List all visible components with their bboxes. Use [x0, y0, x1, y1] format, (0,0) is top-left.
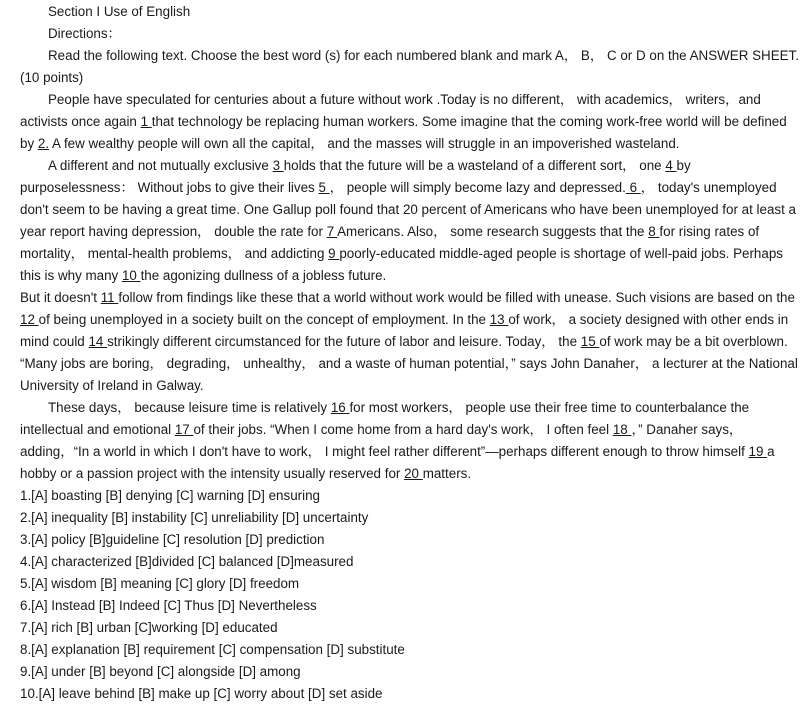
option-row-7: 7.[A] rich [B] urban [C]working [D] educated: [20, 620, 278, 635]
passage-text: But it doesn't: [20, 290, 101, 305]
option-row-8: 8.[A] explanation [B] requirement [C] compensation [D] substitute: [20, 642, 405, 657]
answer-blank: 4: [665, 158, 677, 173]
answer-blank: 8: [648, 224, 660, 239]
passage-text: Americans. Also， some research suggests that the: [337, 224, 649, 239]
option-row-6: 6.[A] Instead [B] Indeed [C] Thus [D] Nevertheless: [20, 598, 317, 613]
answer-blank: 3: [272, 158, 284, 173]
option-row-2: 2.[A] inequality [B] instability [C] unreliability [D] uncertainty: [20, 510, 369, 525]
passage-text: People have speculated for centuries about a future without work .Today is no different， with academics， writers，and activists once again: [20, 92, 761, 129]
answer-blank: 16: [330, 400, 350, 415]
directions-text: Read the following text. Choose the best word (s) for each numbered blank and mark A， B， C or D on the ANSWER SHEET. (10 points): [20, 48, 799, 85]
option-row-4: 4.[A] characterized [B]divided [C] balanced [D]measured: [20, 554, 354, 569]
passage-text: by purposelessness： Without jobs to give their lives: [20, 158, 691, 195]
answer-blank: 12: [20, 312, 39, 327]
passage-text: holds that the future will be a wasteland of a different sort， one: [283, 158, 666, 173]
passage-text: poorly-educated middle-aged people is shortage of well-paid jobs. Perhaps this is why many: [20, 246, 783, 283]
passage-text: that technology be replacing human workers. Some imagine that the coming work-free world will be defined by: [20, 114, 787, 151]
passage-text: of being unemployed in a society built on the concept of employment. In the: [38, 312, 490, 327]
answer-blank: 9: [328, 246, 340, 261]
answer-blank: 14: [88, 334, 108, 349]
passage-text: ，” Danaher says， adding，“In a world in which I don't have to work， I might feel rather different”—perhaps different enough to throw himself: [20, 422, 749, 459]
section-title: Section I Use of English: [48, 4, 191, 19]
passage-paragraph-3: [20, 287, 804, 397]
option-row-5: 5.[A] wisdom [B] meaning [C] glory [D] freedom: [20, 576, 300, 591]
answer-blank: 2.: [37, 136, 50, 151]
passage-paragraph-2: [20, 155, 804, 287]
passage-text: A different and not mutually exclusive: [48, 158, 273, 173]
passage-text: A few wealthy people will own all the capital， and the masses will struggle in an impoverished wasteland.: [49, 136, 680, 151]
option-row-9: 9.[A] under [B] beyond [C] alongside [D] among: [20, 664, 301, 679]
answer-blank: 18: [612, 422, 632, 437]
passage-paragraph-1: [20, 89, 804, 155]
passage-text: for most workers， people use their free time to counterbalance the intellectual and emotional: [20, 400, 750, 437]
passage-text: of work， a society designed with other ends in mind could: [20, 312, 789, 349]
answer-blank: 6: [625, 180, 641, 195]
answer-blank: 17: [174, 422, 194, 437]
answer-blank: 15: [580, 334, 600, 349]
answer-blank: 19: [748, 444, 768, 459]
option-row-10: 10.[A] leave behind [B] make up [C] worry about [D] set aside: [20, 686, 383, 701]
passage-text: ， people will simply become lazy and depressed.: [329, 180, 626, 195]
passage-text: matters.: [422, 466, 472, 481]
directions-label: Directions：: [48, 26, 121, 41]
answer-blank: 10: [121, 268, 141, 283]
passage-text: of work may be a bit overblown. “Many jobs are boring， degrading， unhealthy， and a waste of human potential，” says John Danaher， a lecturer at the National University of Ireland in Galway.: [20, 334, 798, 393]
answer-blank: 11: [100, 290, 119, 305]
answer-blank: 1: [140, 114, 152, 129]
passage-text: follow from findings like these that a world without work would be filled with unease. Such visions are based on the: [118, 290, 795, 305]
option-row-3: 3.[A] policy [B]guideline [C] resolution [D] prediction: [20, 532, 325, 547]
passage-text: the agonizing dullness of a jobless future.: [140, 268, 387, 283]
answer-blank: 13: [489, 312, 509, 327]
answer-blank: 20: [404, 466, 423, 481]
passage-text: strikingly different circumstanced for the future of labor and leisure. Today， the: [107, 334, 581, 349]
passage-text: for rising rates of mortality， mental-health problems， and addicting: [20, 224, 760, 261]
passage-paragraph-4: [20, 397, 804, 485]
options-list: [20, 485, 804, 705]
option-row-1: 1.[A] boasting [B] denying [C] warning [D] ensuring: [20, 488, 320, 503]
passage-text: of their jobs. “When I come home from a hard day's work， I often feel: [193, 422, 613, 437]
passage-text: These days， because leisure time is relatively: [48, 400, 331, 415]
passage-text: ， today's unemployed don't seem to be having a great time. One Gallup poll found that 20 percent of Americans who have been unemployed for at least a year report having depression， double the rate for: [20, 180, 796, 239]
passage-text: a hobby or a passion project with the intensity usually reserved for: [20, 444, 775, 481]
answer-blank: 5: [318, 180, 330, 195]
answer-blank: 7: [326, 224, 338, 239]
